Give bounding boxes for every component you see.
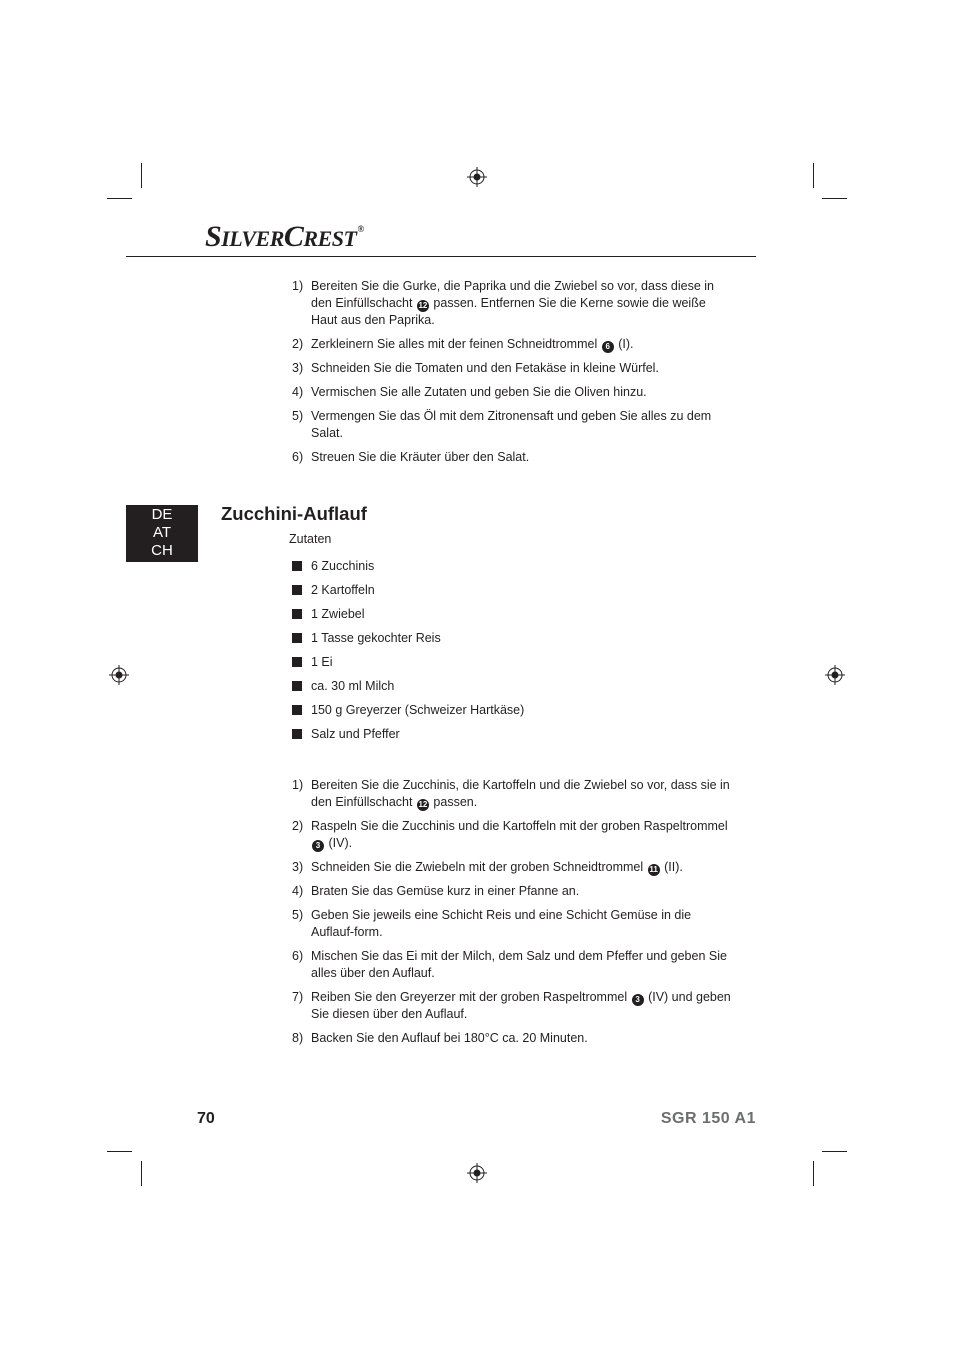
step-text: Braten Sie das Gemüse kurz in einer Pfanne an. <box>311 884 580 898</box>
list-item <box>292 384 732 401</box>
page-number: 70 <box>197 1110 215 1127</box>
model-number: SGR 150 A1 <box>660 1110 756 1127</box>
step-text: passen. <box>429 795 478 809</box>
language-code: DE <box>151 506 173 523</box>
square-bullet-icon <box>292 729 302 739</box>
ingredient-text: ca. 30 ml Milch <box>311 679 395 693</box>
square-bullet-icon <box>292 705 302 715</box>
list-item <box>292 702 524 719</box>
list-item <box>292 278 732 329</box>
square-bullet-icon <box>292 657 302 667</box>
step-number: 3) <box>292 860 304 874</box>
list-item <box>292 654 524 671</box>
ingredient-text: 6 Zucchinis <box>311 559 375 573</box>
list-item <box>292 582 524 599</box>
step-number: 1) <box>292 778 304 792</box>
ingredients-label: Zutaten <box>289 532 332 546</box>
ingredient-text: 1 Ei <box>311 655 333 669</box>
list-item <box>292 859 732 876</box>
square-bullet-icon <box>292 585 302 595</box>
step-text: passen. Entfernen Sie die Kerne sowie die weiße Haut aus den Paprika. <box>311 296 706 327</box>
step-number: 3) <box>292 361 304 375</box>
square-bullet-icon <box>292 681 302 691</box>
step-number: 8) <box>292 1031 304 1045</box>
list-item <box>292 336 732 353</box>
list-item <box>292 883 732 900</box>
step-text: Raspeln Sie die Zucchinis und die Kartoffeln mit der groben Raspeltrommel <box>311 819 728 833</box>
brand-logo <box>205 220 364 254</box>
step-number: 6) <box>292 450 304 464</box>
part-reference-badge: 3 <box>312 840 324 852</box>
step-text: Streuen Sie die Kräuter über den Salat. <box>311 450 530 464</box>
step-number: 4) <box>292 884 304 898</box>
list-item <box>292 630 524 647</box>
list-item <box>292 726 524 743</box>
language-code: AT <box>152 524 172 541</box>
step-text: Bereiten Sie die Gurke, die Paprika und die Zwiebel so vor, dass diese in den Einfüllschacht <box>311 279 715 310</box>
list-item <box>292 360 732 377</box>
crop-mark <box>107 1151 132 1152</box>
crop-mark <box>141 163 142 188</box>
language-code: CH <box>151 542 173 559</box>
step-text: Reiben Sie den Greyerzer mit der groben Raspeltrommel <box>311 990 631 1004</box>
registration-mark-icon <box>467 1163 487 1183</box>
crop-mark <box>822 198 847 199</box>
step-number: 5) <box>292 908 304 922</box>
recipe-title: Zucchini-Auflauf <box>221 503 367 524</box>
ingredients-list <box>292 558 524 750</box>
ingredient-text: 150 g Greyerzer (Schweizer Hartkäse) <box>311 703 525 717</box>
registration-mark-icon <box>109 665 129 685</box>
recipe-steps-list <box>292 777 732 1054</box>
list-item <box>292 558 524 575</box>
step-text: Schneiden Sie die Zwiebeln mit der groben Schneidtrommel <box>311 860 647 874</box>
square-bullet-icon <box>292 609 302 619</box>
ingredient-text: 1 Zwiebel <box>311 607 365 621</box>
crop-mark <box>822 1151 847 1152</box>
square-bullet-icon <box>292 633 302 643</box>
part-reference-badge: 12 <box>418 301 428 310</box>
square-bullet-icon <box>292 561 302 571</box>
step-text: Vermengen Sie das Öl mit dem Zitronensaft und geben Sie alles zu dem Salat. <box>311 409 712 440</box>
list-item <box>292 907 732 941</box>
list-item <box>292 449 732 466</box>
step-number: 7) <box>292 990 304 1004</box>
ingredient-text: 1 Tasse gekochter Reis <box>311 631 441 645</box>
crop-mark <box>813 163 814 188</box>
list-item <box>292 606 524 623</box>
ingredient-text: Salz und Pfeffer <box>311 727 400 741</box>
step-text: Bereiten Sie die Zucchinis, die Kartoffeln und die Zwiebel so vor, dass sie in den Einfüllschacht <box>311 778 730 809</box>
step-number: 2) <box>292 337 304 351</box>
step-text: Backen Sie den Auflauf bei 180°C ca. 20 Minuten. <box>311 1031 588 1045</box>
crop-mark <box>813 1161 814 1186</box>
step-number: 5) <box>292 409 304 423</box>
part-reference-badge: 12 <box>418 800 428 809</box>
step-number: 6) <box>292 949 304 963</box>
list-item <box>292 777 732 811</box>
list-item <box>292 818 732 852</box>
crop-mark <box>107 198 132 199</box>
list-item <box>292 948 732 982</box>
registration-mark-icon <box>467 167 487 187</box>
step-text: (II). <box>660 860 683 874</box>
logo-text: ILVER <box>221 226 284 251</box>
step-text: (IV). <box>325 836 353 850</box>
logo-text: C <box>283 220 304 253</box>
ingredient-text: 2 Kartoffeln <box>311 583 375 597</box>
list-item <box>292 408 732 442</box>
list-item <box>292 1030 732 1047</box>
step-text: Mischen Sie das Ei mit der Milch, dem Salz und dem Pfeffer und geben Sie alles über den Auflauf. <box>311 949 727 980</box>
language-tab <box>126 505 198 562</box>
part-reference-badge: 3 <box>632 994 644 1006</box>
step-number: 2) <box>292 819 304 833</box>
logo-text: REST <box>303 226 357 251</box>
step-number: 1) <box>292 279 304 293</box>
step-number: 4) <box>292 385 304 399</box>
step-text: Geben Sie jeweils eine Schicht Reis und eine Schicht Gemüse in die Auflauf-form. <box>311 908 692 939</box>
crop-mark <box>141 1161 142 1186</box>
step-text: (I). <box>614 337 634 351</box>
part-reference-badge: 6 <box>602 341 614 353</box>
step-text: Vermischen Sie alle Zutaten und geben Sie die Oliven hinzu. <box>311 385 647 399</box>
step-text: Zerkleinern Sie alles mit der feinen Schneidtrommel <box>311 337 601 351</box>
salad-steps-list <box>292 278 732 473</box>
list-item <box>292 989 732 1023</box>
header-divider <box>126 256 756 257</box>
part-reference-badge: 11 <box>649 865 658 874</box>
step-text: Schneiden Sie die Tomaten und den Fetakäse in kleine Würfel. <box>311 361 659 375</box>
step-text: (IV) und geben Sie diesen über den Auflauf. <box>311 990 731 1021</box>
list-item <box>292 678 524 695</box>
logo-text: S <box>205 220 222 253</box>
trademark-symbol: ® <box>357 224 364 234</box>
registration-mark-icon <box>825 665 845 685</box>
